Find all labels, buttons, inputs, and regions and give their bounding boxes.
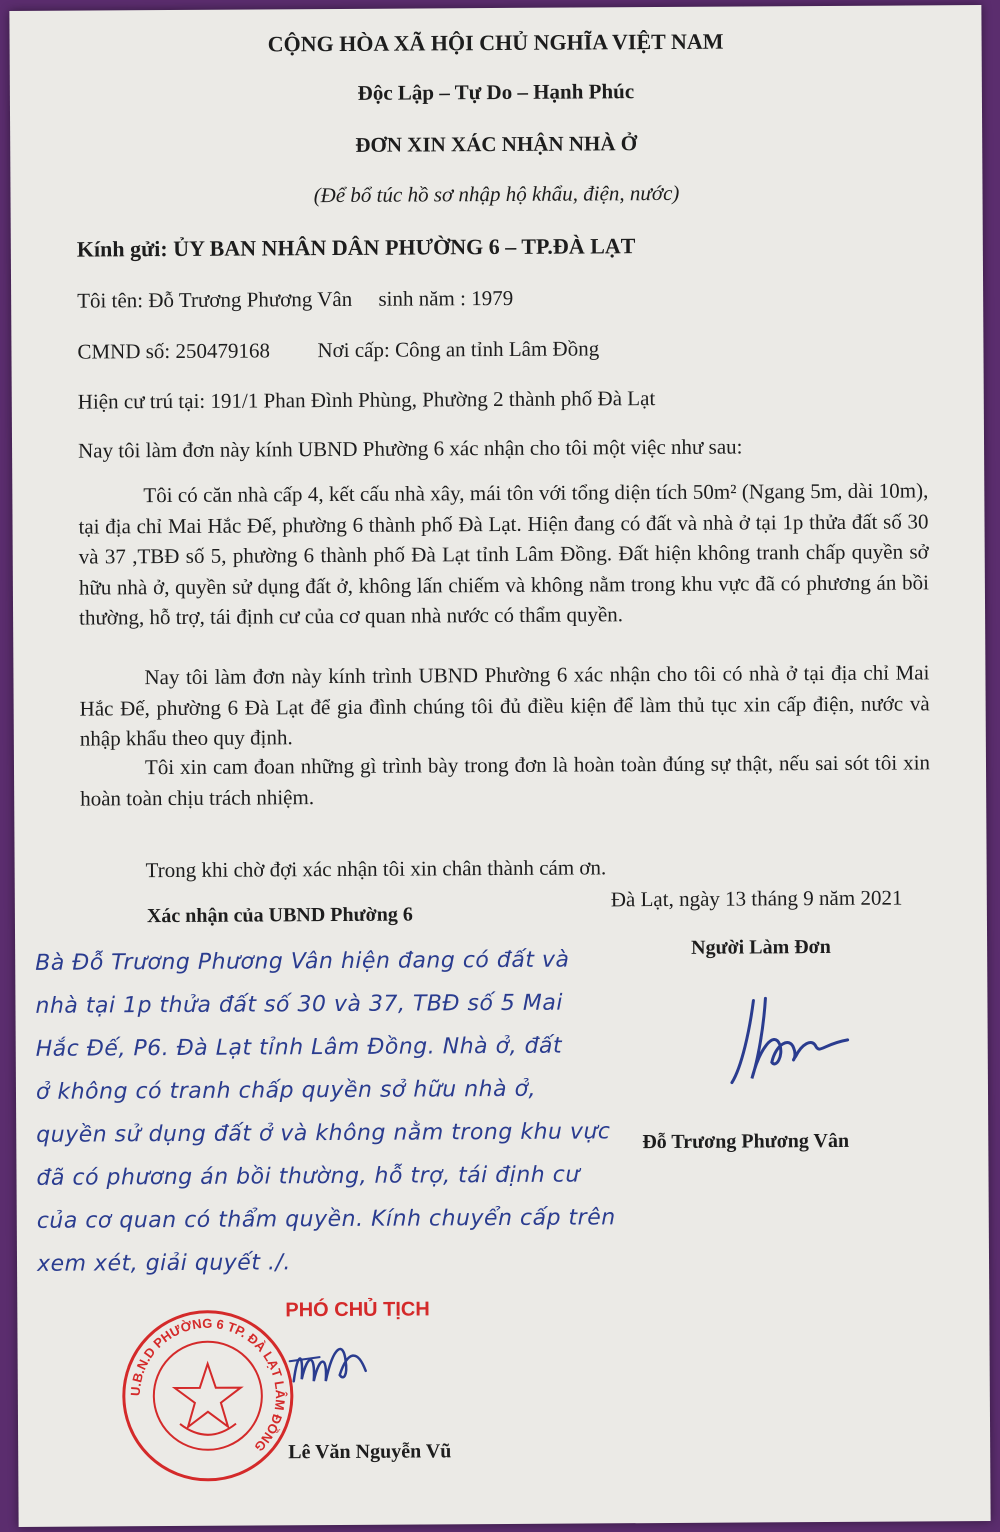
document-page [9,5,990,1527]
handwritten-line-1: Bà Đỗ Trương Phương Vân hiện đang có đất và [35,947,570,976]
handwritten-line-5: quyền sử dụng đất ở và không nằm trong khu vực [36,1119,611,1148]
handwritten-line-6: đã có phương án bồi thường, hỗ trợ, tái định cư [36,1162,580,1191]
recipient-value: ỦY BAN NHÂN DÂN PHƯỜNG 6 – TP.ĐÀ LẠT [173,233,636,261]
star-icon [175,1364,241,1427]
id-issued-by: Nơi cấp: Công an tỉnh Lâm Đồng [317,336,600,363]
closing-line: Trong khi chờ đợi xác nhận tôi xin chân thành cám ơn. [145,855,607,883]
applicant-name-line: Tôi tên: Đỗ Trương Phương Vân sinh năm : 1979 [77,285,514,313]
handwritten-line-8: xem xét, giải quyết ./. [36,1250,291,1277]
residence-line: Hiện cư trú tại: 191/1 Phan Đình Phùng, Phường 2 thành phố Đà Lạt [77,386,656,414]
applicant-name: Đỗ Trương Phương Vân [642,1129,850,1154]
paragraph-2: Nay tôi làm đơn này kính trình UBND Phường 6 xác nhận cho tôi có nhà ở tại địa chỉ Mai Hắc Đế, phường 6 Đà Lạt để gia đình chúng tôi đủ điều kiện để làm thủ tục xin cấp điện, nước và nhập khẩu theo quy định. [79,660,930,751]
applicant-label: Người Làm Đơn [691,935,831,959]
motto: Độc Lập – Tự Do – Hạnh Phúc [357,79,635,105]
handwritten-line-2: nhà tại 1p thửa đất số 30 và 37, TBĐ số 5 Mai [35,990,564,1019]
handwritten-line-4: ở không có tranh chấp quyền sở hữu nhà ở, [35,1076,537,1105]
recipient-label: Kính gửi: [76,236,168,262]
official-position: PHÓ CHỦ TỊCH [285,1298,430,1322]
id-number: CMND số: 250479168 [77,338,271,364]
handwritten-line-3: Hắc Đế, P6. Đà Lạt tỉnh Lâm Đồng. Nhà ở, đất [35,1033,563,1062]
stamp-ring-text: U.B.N.D PHƯỜNG 6 TP. ĐÀ LẠT LÂM ĐỒNG [127,1315,288,1455]
applicant-signature [715,982,866,1103]
paragraph-3: Tôi xin cam đoan những gì trình bày trong đơn là hoàn toàn đúng sự thật, nếu sai sót tôi xin hoàn toàn chịu trách nhiệm. [80,750,931,811]
document-subtitle: (Để bổ túc hồ sơ nhập hộ khẩu, điện, nước) [313,180,680,208]
recipient-line [77,233,636,262]
official-name: Lê Văn Nguyễn Vũ [288,1440,452,1464]
ward-confirmation-label: Xác nhận của UBND Phường 6 [146,903,413,928]
document-title: ĐƠN XIN XÁC NHẬN NHÀ Ở [355,131,638,157]
paragraph-1: Tôi có căn nhà cấp 4, kết cấu nhà xây, mái tôn với tổng diện tích 50m² (Ngang 5m, dài 10m), tại địa chỉ Mai Hắc Đế, phường 6 thành phố Đà Lạt. Hiện đang có đất và nhà ở tại 1p thửa đất số 30 và 37 ,TBĐ số 5, phường 6 thành phố Đà Lạt tỉnh Lâm Đồng. Đất hiện không tranh chấp quyền sở hữu nhà ở, quyền sử dụng đất ở, không lấn chiếm và không nằm trong khu vực đã có phương án bồi thường, hỗ trợ, tái định cư của cơ quan nhà nước có thẩm quyền. [78,478,929,630]
official-stamp [117,1305,298,1486]
country-heading: CỘNG HÒA XÃ HỘI CHỦ NGHĨA VIỆT NAM [267,28,724,57]
place-date: Đà Lạt, ngày 13 tháng 9 năm 2021 [610,885,903,912]
handwritten-line-7: của cơ quan có thẩm quyền. Kính chuyển cấp trên [36,1205,616,1234]
official-signature [285,1331,395,1402]
intro-line: Nay tôi làm đơn này kính UBND Phường 6 xác nhận cho tôi một việc như sau: [77,434,743,463]
